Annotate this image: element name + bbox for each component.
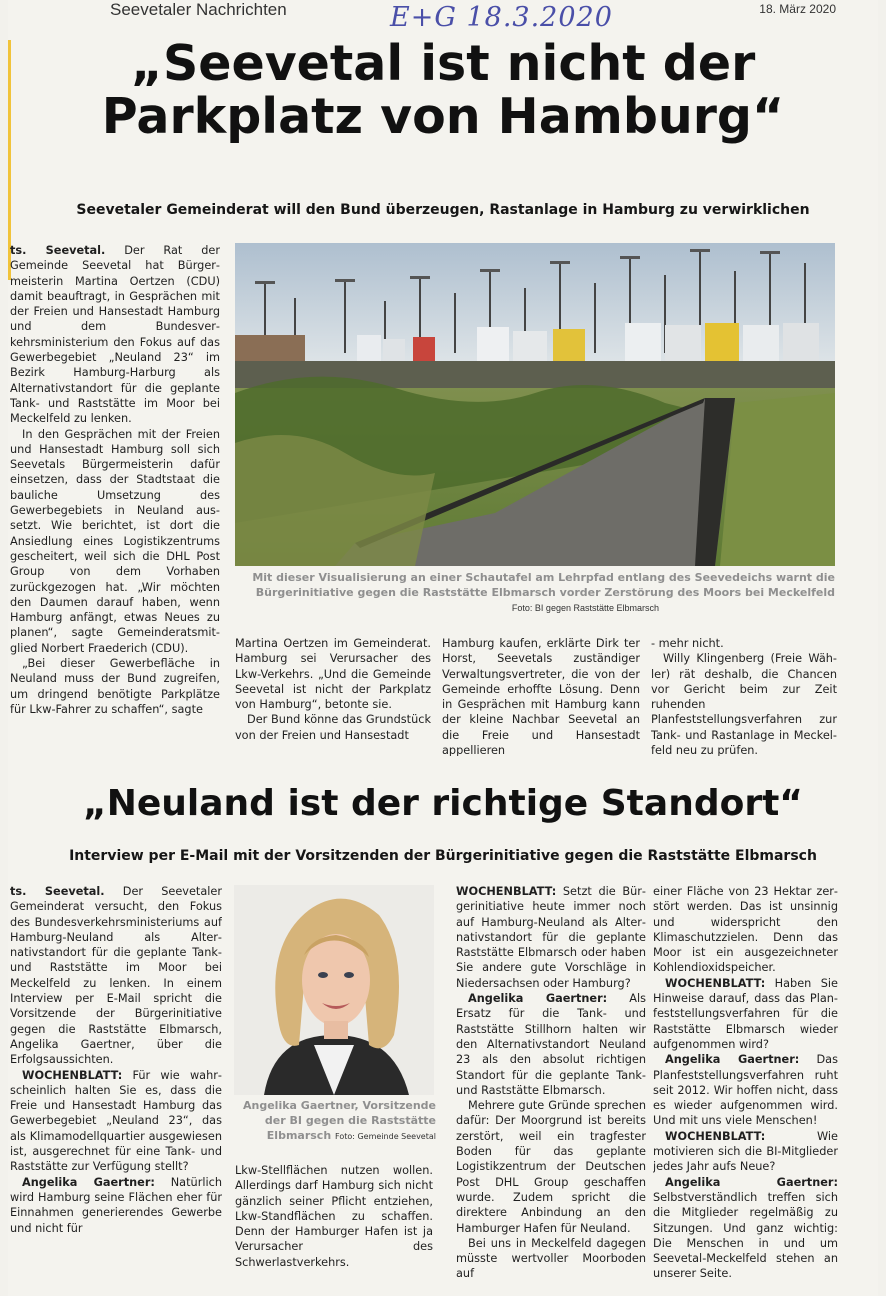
paragraph: „Bei dieser Gewerbefläche in Neuland muss der Bund zugreifen, um dringend benötigte Parkplätze für Lkw-Fahrer zu schaffen“, sagte	[10, 657, 220, 716]
paragraph: Der Bund könne das Grundstück von der Freien und Hansestadt	[235, 713, 431, 742]
interviewer-label: WOCHENBLATT:	[456, 885, 557, 898]
article2-subhead: Interview per E-Mail mit der Vorsitzenden der Bürgerinitiative gegen die Raststätte Elbmarsch	[69, 848, 817, 864]
article2-column-1	[10, 884, 222, 1284]
interviewee-label: Angelika Gaertner:	[468, 992, 608, 1006]
interviewer-label: WOCHENBLATT:	[665, 1129, 766, 1143]
paragraph: Bei uns in Meckelfeld dagegen müsste wertvoller Moorboden auf	[456, 1236, 646, 1281]
article1-column-2	[235, 636, 431, 756]
portrait-caption	[236, 1098, 436, 1144]
answer	[456, 991, 646, 1098]
question	[653, 976, 838, 1052]
paragraph-text: Der Rat der Gemeinde Seevetal hat Bürgermeisterin Martina Oertzen (CDU) damit beauftragt, in Gesprächen mit der Freien und Hansestadt Hamburg und dem Bundesverkehrsministerium den Fokus auf das Gewerbegebiet „Neuland 23“ im Bezirk Hamburg-Harburg als Alternativstandort für die geplante Tank- und Raststätte im Moor bei Meckelfeld zu lenken.	[10, 244, 220, 426]
answer-text: Natürlich wird Hamburg seine Flächen eher für Einnahmen generierendes Gewerbe und nicht für	[10, 1175, 222, 1235]
article1-subhead: Seevetaler Gemeinderat will den Bund überzeugen, Rastanlage in Hamburg zu verwirklichen	[76, 202, 810, 218]
article1-photo	[235, 243, 835, 566]
paragraph-text: Der Seevetaler Gemeinderat versucht, den Fokus des Bundesverkehrsministeriums auf Hamburg-Neuland als Alternativstandort für die geplante Tank- und Raststätte im Moor bei Meckelfeld zu lenken. In einem Interview per E-Mail spricht die Vorsitzende der Bürgerinitiative gegen die Raststätte Elbmarsch, Angelika Gaertner, über die Erfolgsaussichten.	[10, 885, 222, 1067]
question-text: Setzt die Bürgerinitiative heute immer noch auf Hamburg-Neuland als Alternativstandort für die geplante Raststätte Elbmarsch oder haben Sie andere gute Vorschläge in Niedersachsen oder Hamburg?	[456, 885, 646, 990]
answer-text: Als Ersatz für die Tank- und Raststätte Stillhorn halten wir den Alternativstandort Neuland 23 als den absolut richtigen Standort für die geplante Tank- und Raststätte Elbmarsch.	[456, 992, 646, 1097]
article1-headline: „Seevetal ist nicht der Parkplatz von Hamburg“	[101, 35, 785, 145]
interviewer-label: WOCHENBLATT:	[665, 976, 766, 990]
interviewer-label: WOCHENBLATT:	[22, 1068, 123, 1082]
question-text: Wie motivieren sich die BI-Mitglieder jedes Jahr aufs Neue?	[653, 1129, 838, 1174]
handwritten-note: E+G 18.3.2020	[390, 2, 613, 33]
truck-stop-visualisation	[235, 243, 835, 566]
paragraph	[10, 884, 222, 1068]
article1-photo-caption: Mit dieser Visualisierung an einer Schautafel am Lehrpfad entlang des Seevedeichs warnt die Bürgerinitiative gegen die Raststätte Elbmarsch vorder Zerstörung des Moors bei Meckelfeld	[252, 571, 835, 599]
masthead-name: Seevetaler Nachrichten	[110, 0, 287, 19]
answer-text: Selbstverständlich treffen sich die Mitglieder regelmäßig zu Sitzungen. Und ganz wichtig: Die Menschen in und um Seevetal-Meckelfeld stehen an unserer Seite.	[653, 1190, 838, 1281]
answer	[653, 1052, 838, 1128]
paragraph: Martina Oertzen im Gemeinderat. Hamburg sei Verursacher des Lkw-Verkehrs. „Und die Gemeinde Seevetal ist nicht der Parkplatz von Hamburg“, betonte sie.	[235, 637, 431, 712]
question	[10, 1068, 222, 1175]
portrait-photo	[234, 885, 434, 1095]
article2-column-2	[235, 1163, 433, 1283]
byline: ts. Seevetal.	[10, 885, 105, 898]
article1-column-3	[442, 636, 640, 756]
paragraph: Mehrere gute Gründe sprechen dafür: Der Moorgrund ist bereits zerstört, weil ein tragfester Boden für das geplante Logistikzentrum der Deutschen Post DHL Group geschaffen wurde. Zudem spricht die direktere Anbindung an den Hamburger Hafen für Neuland.	[456, 1099, 646, 1235]
interviewee-label: Angelika Gaertner:	[665, 1053, 800, 1067]
portrait-credit: Foto: Gemeinde Seevetal	[335, 1132, 436, 1141]
byline: ts. Seevetal.	[10, 244, 106, 257]
paragraph: In den Gesprächen mit der Freien und Hansestadt Hamburg soll sich Seevetals Bürgermeisterin dafür einsetzen, dass der Stadtstaat die bauliche Umsetzung des Gewerbegebiets in Neuland aussetzt. Wie berichtet, ist dort die Ansiedlung eines Logistikzentrums gescheitert, weil sich die DHL Post Group von dem Vorhaben zurückgezogen hat. „Wir möchten den Daumen darauf haben, wenn Hamburg anfängt, etwas Neues zu planen“, sagte Gemeinderatsmitglied Norbert Fraederich (CDU).	[10, 427, 220, 655]
paragraph: - mehr nicht.	[651, 637, 724, 650]
issue-date: 18. März 2020	[759, 2, 836, 16]
portrait-caption-text: Angelika Gaertner, Vorsitzende der BI gegen die Raststätte Elbmarsch	[243, 1099, 436, 1142]
paragraph: Hamburg kaufen, erklärte Dirk ter Horst, Seevetals zuständiger Verwaltungsvertreter, die von der Gemeinde erhoffte Lösung. Denn in Gesprächen mit Hamburg kann der kleine Nachbar Seevetal an die Freie und Hansestadt appellieren	[442, 637, 640, 756]
paragraph: Lkw-Stellflächen nutzen wollen. Allerdings darf Hamburg sich nicht gänzlich seiner Pflicht entziehen, Lkw-Standflächen zu schaffen. Denn der Hamburger Hafen ist ja Verursacher des Schwerlastverkehrs.	[235, 1164, 433, 1269]
article2-headline: „Neuland ist der richtige Standort“	[83, 783, 803, 824]
question	[653, 1129, 838, 1175]
interviewee-label: Angelika Gaertner:	[665, 1175, 838, 1189]
answer	[653, 1175, 838, 1282]
answer-text: Das Planfeststellungsverfahren ruht seit 2012. Wir hoffen nicht, dass es wieder aufgenommen wird. Und mit uns viele Menschen!	[653, 1053, 838, 1128]
answer	[10, 1175, 222, 1236]
article2-column-4	[653, 884, 838, 1284]
article2-column-3	[456, 884, 646, 1284]
question-text: Haben Sie Hinweise darauf, dass das Planfeststellungsverfahren für die Raststätte Elbmarsch wieder aufgenommen wird?	[653, 976, 838, 1051]
article1-column-1	[10, 243, 220, 753]
portrait-image	[234, 885, 434, 1095]
question	[456, 884, 646, 991]
paragraph: Willy Klingenberg (Freie Wähler) rät deshalb, die Chancen vor Gericht beim zur Zeit ruhenden Planfeststellungsverfahren zur Tank- und Rastanlage in Meckelfeld neu zu prüfen.	[651, 652, 837, 756]
question-text: Für wie wahrscheinlich halten Sie es, dass die Freie und Hansestadt Hamburg das Gewerbegebiet „Neuland 23“, das als Klimamodellquartier ausgewiesen ist, ausgerechnet für eine Tank- und Raststätte zur Verfügung stellt?	[10, 1068, 222, 1174]
paragraph: einer Fläche von 23 Hektar zerstört werden. Das ist unsinnig und widerspricht den Klimaschutzzielen. Denn das Moor ist ein ausgezeichneter Kohlendioxidspeicher.	[653, 885, 838, 975]
article1-column-4	[651, 636, 837, 756]
paragraph	[10, 243, 220, 427]
article1-photo-credit: Foto: BI gegen Raststätte Elbmarsch	[511, 603, 659, 613]
interviewee-label: Angelika Gaertner:	[22, 1175, 155, 1189]
newspaper-page	[8, 0, 878, 1296]
